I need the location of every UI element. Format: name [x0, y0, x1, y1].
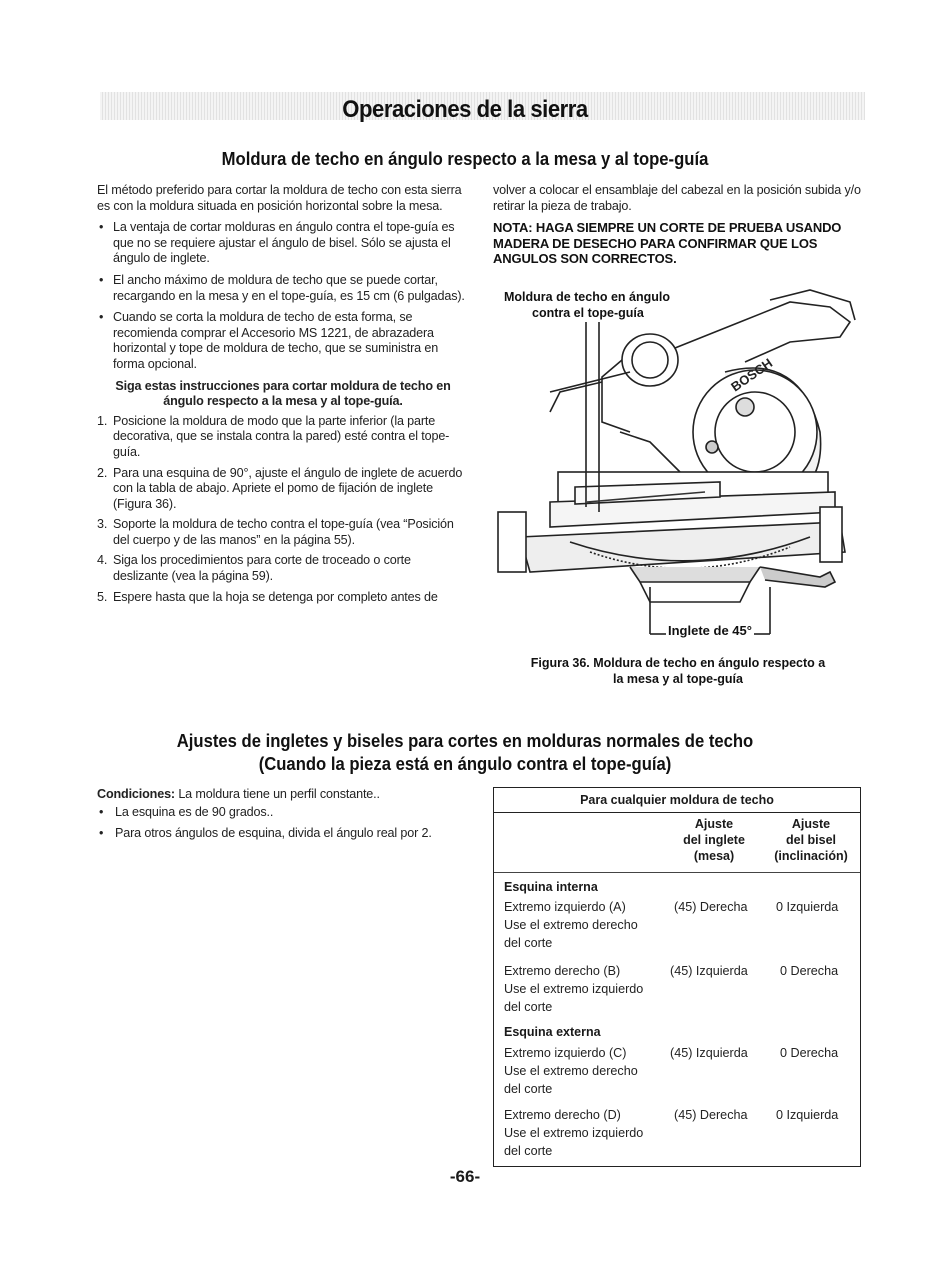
row-note: Use el extremo izquierdo: [504, 982, 644, 996]
row-note: del corte: [504, 1000, 553, 1014]
step-number: 4.: [97, 553, 108, 568]
step-number: 1.: [97, 413, 108, 428]
table-row: [504, 1044, 638, 1098]
miter-value: (45) Izquierda: [670, 1046, 748, 1060]
step-text: Espere hasta que la hoja se detenga por completo antes de: [113, 589, 438, 604]
table-divider: [494, 872, 860, 873]
row-label: Extremo izquierdo (A): [504, 900, 626, 914]
row-note: del corte: [504, 936, 553, 950]
bullet-item: [97, 805, 469, 821]
column-header-line: del inglete: [683, 833, 745, 847]
table-title: Para cualquier moldura de techo: [494, 788, 860, 813]
step-text: Soporte la moldura de techo contra el tope-guía (vea “Posición del cuerpo y de las manos” en la página 55).: [113, 517, 454, 547]
table-section-heading: Esquina interna: [504, 880, 598, 894]
figure-label-molding: Moldura de techo en ángulo: [504, 290, 670, 304]
step-item: [97, 414, 469, 461]
miter-value: (45) Izquierda: [670, 964, 748, 978]
row-label: Extremo derecho (B): [504, 964, 621, 978]
bullet-icon: •: [99, 220, 104, 235]
miter-saw-illustration: [490, 282, 870, 642]
column-header-line: (mesa): [693, 849, 735, 863]
figure-label-miter: Inglete de 45°: [668, 623, 752, 638]
step-text: Para una esquina de 90°, ajuste el ángulo de inglete de acuerdo con la tabla de abajo. Apriete el pomo de fijación de inglete (Figura 36).: [113, 465, 463, 511]
bullet-item: [97, 273, 469, 304]
conditions-text: La moldura tiene un perfil constante..: [174, 787, 380, 801]
bullet-text: La esquina es de 90 grados..: [115, 804, 274, 819]
section2-title-line-2: (Cuando la pieza está en ángulo contra el tope-guía): [258, 753, 672, 774]
bullet-icon: •: [99, 804, 104, 819]
figure-caption: [493, 656, 863, 687]
intro-paragraph: El método preferido para cortar la moldura de techo con esta sierra es con la moldura situada en posición horizontal sobre la mesa.: [97, 183, 462, 213]
step-number: 2.: [97, 465, 108, 480]
section2-title: [47, 729, 884, 775]
left-column: [97, 183, 469, 610]
figure-36: [490, 282, 870, 642]
bullet-text: El ancho máximo de moldura de techo que se puede cortar, recargando en la mesa y en el tope-guía, es 15 cm (6 pulgadas).: [113, 272, 465, 303]
bullet-icon: •: [99, 310, 104, 325]
step-item: [97, 466, 469, 513]
row-note: Use el extremo izquierdo: [504, 1126, 644, 1140]
column-header-line: (inclinación): [774, 849, 848, 863]
conditions-line: [97, 787, 469, 803]
column-header-line: Ajuste: [694, 817, 734, 831]
brand-logo: BOSCH: [728, 355, 776, 395]
table-row: [504, 1106, 643, 1160]
section2-title-line-1: Ajustes de ingletes y biseles para cortes en molduras normales de techo: [176, 730, 754, 751]
step-text: Posicione la moldura de modo que la parte inferior (la parte decorativa, que se instala contra la pared) esté contra el tope-guía.: [113, 413, 450, 459]
bevel-value: 0 Derecha: [780, 1046, 839, 1060]
row-label: Extremo izquierdo (C): [504, 1046, 627, 1060]
bullet-text: Cuando se corta la moldura de techo de esta forma, se recomienda comprar el Accesorio MS 1221, de abrazadera horizontal y tope de moldura de techo, que se suministra en forma opcional.: [113, 310, 439, 371]
row-note: Use el extremo derecho: [504, 918, 638, 932]
step-number: 3.: [97, 517, 108, 532]
section-title: Moldura de techo en ángulo respecto a la mesa y al tope-guía: [221, 148, 709, 169]
continuation-paragraph: volver a colocar el ensamblaje del cabezal en la posición subida y/o retirar la pieza de trabajo.: [493, 183, 861, 213]
table-row: [504, 962, 643, 1016]
bevel-value: 0 Izquierda: [776, 900, 839, 914]
miter-value: (45) Derecha: [674, 1108, 748, 1122]
bullet-text: La ventaja de cortar molduras en ángulo contra el tope-guía es que no se requiere ajustar el ángulo de bisel. Sólo se ajusta el ángulo de inglete.: [113, 220, 455, 266]
settings-table: [493, 787, 861, 1167]
row-note: Use el extremo derecho: [504, 1064, 638, 1078]
conditions-label: Condiciones:: [97, 787, 175, 801]
row-label: Extremo derecho (D): [504, 1108, 621, 1122]
bevel-value: 0 Izquierda: [776, 1108, 839, 1122]
column-header-line: del bisel: [785, 833, 837, 847]
step-item: [97, 517, 469, 548]
bullet-item: [97, 310, 469, 372]
caption-line-2: la mesa y al tope-guía: [613, 671, 743, 686]
figure-label-fence: contra el tope-guía: [532, 306, 644, 320]
column-header-line: Ajuste: [791, 817, 831, 831]
bevel-value: 0 Derecha: [780, 964, 839, 978]
bullet-icon: •: [99, 826, 104, 841]
right-column: [493, 183, 863, 267]
page-header-title: Operaciones de la sierra: [342, 96, 588, 123]
nota-warning: NOTA: HAGA SIEMPRE UN CORTE DE PRUEBA USANDO MADERA DE DESECHO PARA CONFIRMAR QUE LOS ANGULOS SON CORRECTOS.: [493, 220, 842, 267]
table-section-heading: Esquina externa: [504, 1025, 601, 1039]
steps-heading: Siga estas instrucciones para cortar moldura de techo en ángulo respecto a la mesa y al tope-guía.: [115, 378, 451, 409]
miter-value: (45) Derecha: [674, 900, 748, 914]
table-row: [504, 898, 638, 952]
page-number: -66-: [449, 1167, 481, 1186]
caption-line-1: Figura 36. Moldura de techo en ángulo respecto a: [530, 656, 826, 670]
step-item: [97, 553, 469, 584]
step-text: Siga los procedimientos para corte de troceado o corte deslizante (vea la página 59).: [113, 553, 411, 584]
column-header-bevel: [756, 816, 866, 864]
step-item: [97, 590, 469, 606]
step-number: 5.: [97, 589, 108, 604]
conditions-block: [97, 787, 469, 848]
bullet-item: [97, 826, 469, 842]
bullet-item: [97, 220, 469, 267]
bullet-icon: •: [99, 272, 104, 287]
row-note: del corte: [504, 1144, 553, 1158]
bullet-text: Para otros ángulos de esquina, divida el ángulo real por 2.: [115, 826, 432, 841]
row-note: del corte: [504, 1082, 553, 1096]
